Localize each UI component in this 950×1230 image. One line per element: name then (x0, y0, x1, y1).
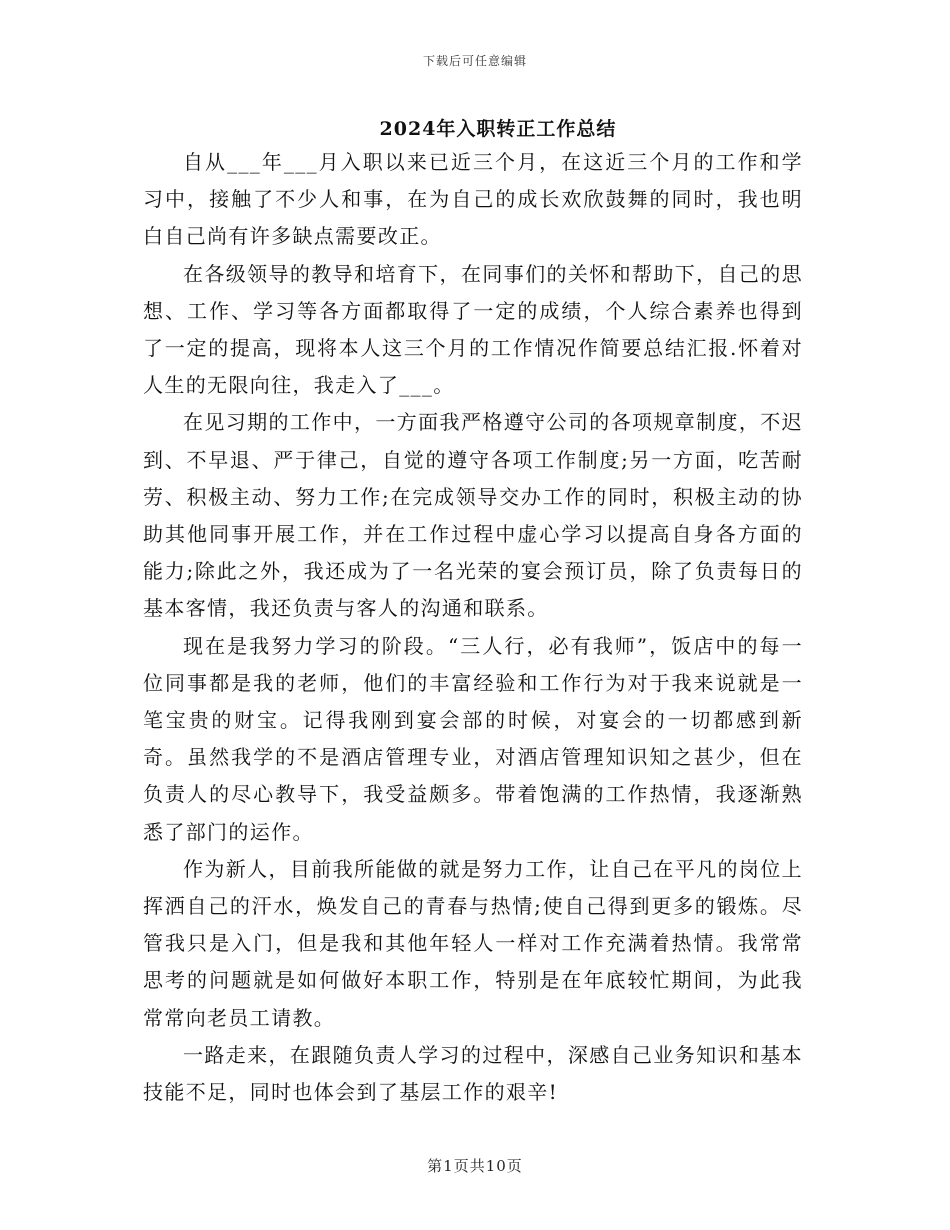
document-body (143, 144, 803, 1111)
paragraph: 现在是我努力学习的阶段。“三人行，必有我师”，饭店中的每一位同事都是我的老师，他们的丰富经验和工作行为对于我来说就是一笔宝贵的财宝。记得我刚到宴会部的时候，对宴会的一切都感到新奇。虽然我学的不是酒店管理专业，对酒店管理知识知之甚少，但在负责人的尽心教导下，我受益颇多。带着饱满的工作热情，我逐渐熟悉了部门的运作。 (143, 633, 803, 844)
download-note: 下载后可任意编辑 (422, 54, 527, 68)
page-number: 第1页共10页 (427, 1157, 523, 1175)
document-title: 2024年入职转正工作总结 (379, 118, 617, 140)
paragraph: 自从___年___月入职以来已近三个月，在这近三个月的工作和学习中，接触了不少人和事，在为自己的成长欢欣鼓舞的同时，我也明白自己尚有许多缺点需要改正。 (143, 150, 803, 249)
paragraph: 一路走来，在跟随负责人学习的过程中，深感自己业务知识和基本技能不足，同时也体会到了基层工作的艰辛! (143, 1042, 803, 1105)
paragraph: 作为新人，目前我所能做的就是努力工作，让自己在平凡的岗位上挥洒自己的汗水，焕发自己的青春与热情;使自己得到更多的锻炼。尽管我只是入门，但是我和其他年轻人一样对工作充满着热情。我常常思考的问题就是如何做好本职工作，特别是在年底较忙期间，为此我常常向老员工请教。 (143, 856, 803, 1030)
paragraph: 在见习期的工作中，一方面我严格遵守公司的各项规章制度，不迟到、不早退、严于律己，自觉的遵守各项工作制度;另一方面，吃苦耐劳、积极主动、努力工作;在完成领导交办工作的同时，积极主动的协助其他同事开展工作，并在工作过程中虚心学习以提高自身各方面的能力;除此之外，我还成为了一名光荣的宴会预订员，除了负责每日的基本客情，我还负责与客人的沟通和联系。 (143, 410, 803, 621)
paragraph: 在各级领导的教导和培育下，在同事们的关怀和帮助下，自己的思想、工作、学习等各方面都取得了一定的成绩，个人综合素养也得到了一定的提高，现将本人这三个月的工作情况作简要总结汇报.怀着对人生的无限向往，我走入了___。 (143, 261, 803, 398)
